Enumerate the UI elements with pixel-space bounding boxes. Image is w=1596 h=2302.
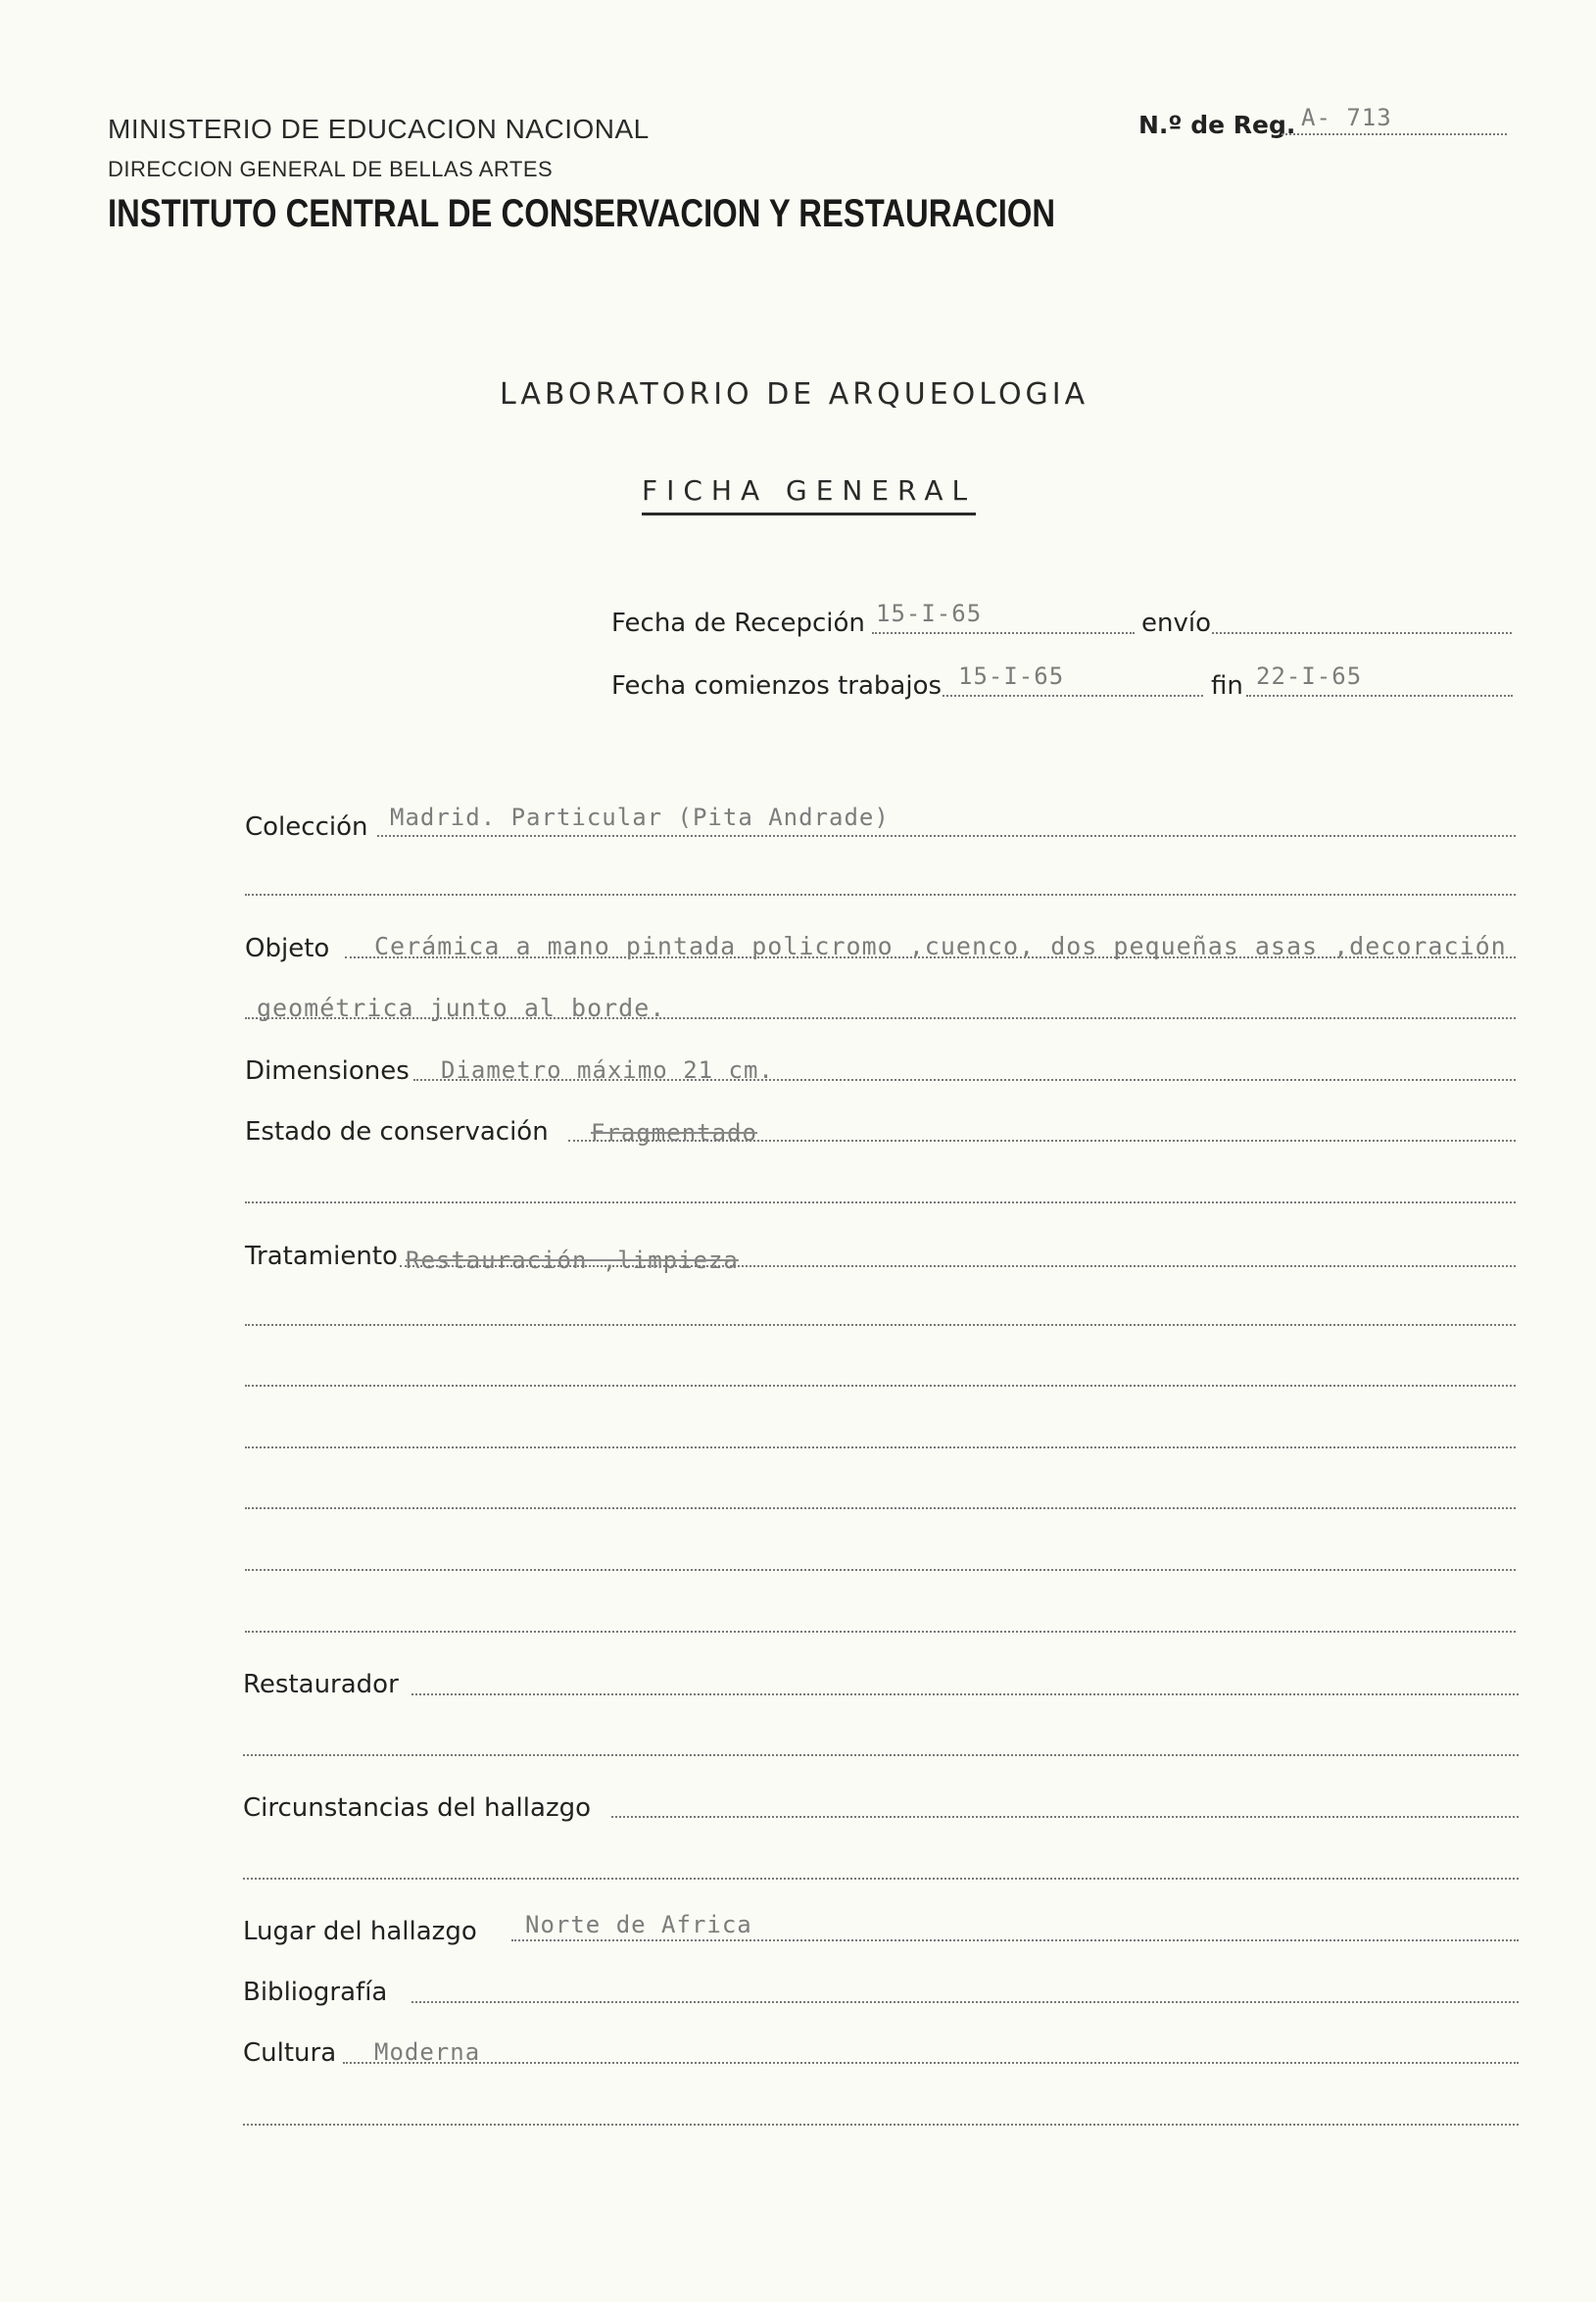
cultura-line-2	[243, 2124, 1519, 2126]
objeto-value-1: Cerámica a mano pintada policromo ,cuenco, dos pequeñas asas ,decoración	[374, 932, 1507, 960]
work-start-value: 15-I-65	[958, 662, 1065, 690]
lugar-label: Lugar del hallazgo	[243, 1917, 477, 1946]
tratamiento-value: Restauración ,limpieza	[406, 1247, 739, 1274]
institute-heading: INSTITUTO CENTRAL DE CONSERVACION Y RESTAURACION	[108, 192, 1056, 235]
coleccion-label: Colección	[245, 812, 368, 842]
directorate-heading: DIRECCION GENERAL DE BELLAS ARTES	[108, 157, 554, 181]
objeto-label: Objeto	[245, 934, 330, 963]
restaurador-line	[411, 1693, 1519, 1695]
tratamiento-label: Tratamiento	[245, 1242, 398, 1271]
form-title: FICHA GENERAL	[642, 474, 976, 515]
reception-date-label: Fecha de Recepción	[611, 609, 865, 638]
cultura-value: Moderna	[374, 2038, 481, 2066]
bibliografia-line	[411, 2001, 1519, 2003]
work-end-line	[1246, 695, 1513, 697]
tratamiento-line-5	[245, 1507, 1516, 1509]
bibliografia-label: Bibliografía	[243, 1978, 388, 2007]
reg-number-line	[1282, 133, 1507, 135]
reg-number-value: A- 713	[1301, 104, 1392, 131]
objeto-value-2: geométrica junto al borde.	[257, 994, 666, 1022]
lugar-value: Norte de Africa	[525, 1911, 752, 1938]
estado-label: Estado de conservación	[245, 1117, 549, 1147]
cultura-label: Cultura	[243, 2038, 337, 2068]
ministry-heading: MINISTERIO DE EDUCACION NACIONAL	[108, 114, 650, 144]
coleccion-line	[377, 835, 1516, 837]
work-end-label: fin	[1211, 671, 1243, 701]
tratamiento-line-7	[245, 1631, 1516, 1633]
restaurador-line-2	[243, 1754, 1519, 1756]
work-start-line	[943, 695, 1203, 697]
tratamiento-line-6	[245, 1569, 1516, 1571]
coleccion-value: Madrid. Particular (Pita Andrade)	[390, 804, 890, 831]
tratamiento-line-2	[245, 1324, 1516, 1326]
reception-date-value: 15-I-65	[876, 600, 983, 627]
cultura-line	[343, 2062, 1519, 2064]
coleccion-line-2	[245, 894, 1516, 896]
sent-date-line	[1212, 632, 1512, 634]
lugar-line	[511, 1939, 1519, 1941]
circunstancias-line-2	[243, 1878, 1519, 1880]
circunstancias-line	[611, 1816, 1519, 1818]
restaurador-label: Restaurador	[243, 1670, 399, 1699]
estado-value: Fragmentado	[591, 1119, 757, 1147]
estado-line-2	[245, 1201, 1516, 1203]
dimensiones-label: Dimensiones	[245, 1056, 410, 1086]
work-end-value: 22-I-65	[1256, 662, 1363, 690]
tratamiento-line-3	[245, 1385, 1516, 1387]
circunstancias-label: Circunstancias del hallazgo	[243, 1793, 591, 1823]
tratamiento-line-4	[245, 1446, 1516, 1448]
work-start-label: Fecha comienzos trabajos	[611, 671, 943, 701]
lab-title: LABORATORIO DE ARQUEOLOGIA	[500, 377, 1089, 412]
reception-date-line	[872, 632, 1135, 634]
reg-number-label: N.º de Reg.	[1138, 111, 1296, 139]
dimensiones-value: Diametro máximo 21 cm.	[441, 1056, 774, 1084]
sent-date-label: envío	[1141, 609, 1211, 638]
